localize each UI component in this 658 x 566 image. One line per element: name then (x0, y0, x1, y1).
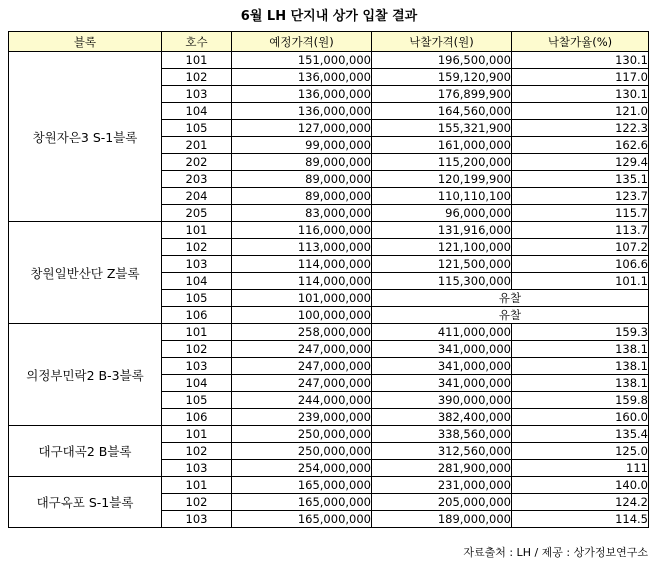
winning-rate-cell: 115.7 (512, 205, 649, 222)
planned-price-cell: 127,000,000 (232, 120, 372, 137)
winning-price-cell: 159,120,900 (372, 69, 512, 86)
winning-price-cell: 176,899,900 (372, 86, 512, 103)
planned-price-cell: 100,000,000 (232, 307, 372, 324)
planned-price-cell: 99,000,000 (232, 137, 372, 154)
unit-cell: 103 (162, 256, 232, 273)
planned-price-cell: 254,000,000 (232, 460, 372, 477)
winning-rate-cell: 122.3 (512, 120, 649, 137)
winning-rate-cell: 135.4 (512, 426, 649, 443)
winning-price-cell: 205,000,000 (372, 494, 512, 511)
winning-price-cell: 96,000,000 (372, 205, 512, 222)
planned-price-cell: 165,000,000 (232, 494, 372, 511)
planned-price-cell: 165,000,000 (232, 477, 372, 494)
winning-price-cell: 281,900,000 (372, 460, 512, 477)
planned-price-cell: 83,000,000 (232, 205, 372, 222)
unit-cell: 201 (162, 137, 232, 154)
planned-price-cell: 89,000,000 (232, 171, 372, 188)
winning-rate-cell: 129.4 (512, 154, 649, 171)
winning-rate-cell: 107.2 (512, 239, 649, 256)
planned-price-cell: 89,000,000 (232, 188, 372, 205)
unit-cell: 103 (162, 358, 232, 375)
winning-price-cell: 341,000,000 (372, 358, 512, 375)
winning-price-cell: 338,560,000 (372, 426, 512, 443)
winning-price-cell: 231,000,000 (372, 477, 512, 494)
unit-cell: 101 (162, 52, 232, 69)
unit-cell: 205 (162, 205, 232, 222)
block-name-cell: 대구대곡2 B블록 (9, 426, 162, 477)
winning-price-cell: 164,560,000 (372, 103, 512, 120)
source-note: 자료출처 : LH / 제공 : 상가정보연구소 (463, 546, 648, 559)
unit-cell: 101 (162, 426, 232, 443)
winning-rate-cell: 124.2 (512, 494, 649, 511)
planned-price-cell: 114,000,000 (232, 273, 372, 290)
winning-price-cell: 341,000,000 (372, 341, 512, 358)
planned-price-cell: 136,000,000 (232, 86, 372, 103)
col-header-block: 블록 (9, 32, 162, 52)
winning-rate-cell: 106.6 (512, 256, 649, 273)
planned-price-cell: 250,000,000 (232, 426, 372, 443)
winning-rate-cell: 159.3 (512, 324, 649, 341)
winning-price-cell: 115,200,000 (372, 154, 512, 171)
winning-rate-cell: 114.5 (512, 511, 649, 528)
unit-cell: 102 (162, 494, 232, 511)
winning-rate-cell: 113.7 (512, 222, 649, 239)
winning-price-cell: 121,500,000 (372, 256, 512, 273)
table-row (9, 222, 649, 239)
winning-rate-cell: 125.0 (512, 443, 649, 460)
planned-price-cell: 250,000,000 (232, 443, 372, 460)
block-name-cell: 의정부민락2 B-3블록 (9, 324, 162, 426)
unit-cell: 202 (162, 154, 232, 171)
planned-price-cell: 165,000,000 (232, 511, 372, 528)
planned-price-cell: 247,000,000 (232, 341, 372, 358)
winning-rate-cell: 101.1 (512, 273, 649, 290)
unit-cell: 102 (162, 69, 232, 86)
winning-rate-cell: 138.1 (512, 341, 649, 358)
winning-price-cell: 120,199,900 (372, 171, 512, 188)
table-header-row (9, 32, 649, 52)
winning-price-cell: 390,000,000 (372, 392, 512, 409)
table-row (9, 324, 649, 341)
winning-price-cell: 189,000,000 (372, 511, 512, 528)
winning-price-cell: 161,000,000 (372, 137, 512, 154)
block-name-cell: 창원자은3 S-1블록 (9, 52, 162, 222)
planned-price-cell: 239,000,000 (232, 409, 372, 426)
unit-cell: 105 (162, 392, 232, 409)
winning-rate-cell: 135.1 (512, 171, 649, 188)
table-row (9, 477, 649, 494)
table-row (9, 52, 649, 69)
winning-rate-cell: 123.7 (512, 188, 649, 205)
unit-cell: 106 (162, 307, 232, 324)
planned-price-cell: 247,000,000 (232, 375, 372, 392)
table-row (9, 426, 649, 443)
bid-results-table (8, 31, 649, 528)
winning-price-cell: 312,560,000 (372, 443, 512, 460)
winning-rate-cell: 111 (512, 460, 649, 477)
planned-price-cell: 136,000,000 (232, 103, 372, 120)
unit-cell: 102 (162, 443, 232, 460)
unit-cell: 204 (162, 188, 232, 205)
planned-price-cell: 244,000,000 (232, 392, 372, 409)
col-header-winning-price: 낙찰가격(원) (372, 32, 512, 52)
planned-price-cell: 114,000,000 (232, 256, 372, 273)
planned-price-cell: 151,000,000 (232, 52, 372, 69)
unit-cell: 101 (162, 222, 232, 239)
unit-cell: 102 (162, 239, 232, 256)
winning-price-cell: 411,000,000 (372, 324, 512, 341)
unit-cell: 104 (162, 273, 232, 290)
planned-price-cell: 247,000,000 (232, 358, 372, 375)
unit-cell: 103 (162, 86, 232, 103)
winning-rate-cell: 162.6 (512, 137, 649, 154)
winning-price-cell: 115,300,000 (372, 273, 512, 290)
planned-price-cell: 101,000,000 (232, 290, 372, 307)
page-title: 6월 LH 단지내 상가 입찰 결과 (240, 9, 418, 24)
winning-rate-cell: 138.1 (512, 375, 649, 392)
unit-cell: 104 (162, 103, 232, 120)
planned-price-cell: 258,000,000 (232, 324, 372, 341)
planned-price-cell: 136,000,000 (232, 69, 372, 86)
winning-rate-cell: 130.1 (512, 86, 649, 103)
col-header-planned-price: 예정가격(원) (232, 32, 372, 52)
unit-cell: 101 (162, 477, 232, 494)
failed-bid-cell: 유찰 (372, 307, 649, 324)
winning-price-cell: 341,000,000 (372, 375, 512, 392)
block-name-cell: 대구옥포 S-1블록 (9, 477, 162, 528)
planned-price-cell: 113,000,000 (232, 239, 372, 256)
failed-bid-cell: 유찰 (372, 290, 649, 307)
winning-price-cell: 196,500,000 (372, 52, 512, 69)
unit-cell: 106 (162, 409, 232, 426)
winning-price-cell: 155,321,900 (372, 120, 512, 137)
unit-cell: 103 (162, 460, 232, 477)
unit-cell: 105 (162, 290, 232, 307)
unit-cell: 101 (162, 324, 232, 341)
winning-price-cell: 110,110,100 (372, 188, 512, 205)
col-header-unit: 호수 (162, 32, 232, 52)
block-name-cell: 창원일반산단 Z블록 (9, 222, 162, 324)
col-header-winning-rate: 낙찰가율(%) (512, 32, 649, 52)
winning-rate-cell: 160.0 (512, 409, 649, 426)
winning-rate-cell: 130.1 (512, 52, 649, 69)
unit-cell: 203 (162, 171, 232, 188)
unit-cell: 102 (162, 341, 232, 358)
winning-price-cell: 382,400,000 (372, 409, 512, 426)
winning-price-cell: 121,100,000 (372, 239, 512, 256)
winning-price-cell: 131,916,000 (372, 222, 512, 239)
winning-rate-cell: 138.1 (512, 358, 649, 375)
unit-cell: 103 (162, 511, 232, 528)
unit-cell: 104 (162, 375, 232, 392)
unit-cell: 105 (162, 120, 232, 137)
winning-rate-cell: 117.0 (512, 69, 649, 86)
planned-price-cell: 116,000,000 (232, 222, 372, 239)
winning-rate-cell: 140.0 (512, 477, 649, 494)
planned-price-cell: 89,000,000 (232, 154, 372, 171)
winning-rate-cell: 121.0 (512, 103, 649, 120)
winning-rate-cell: 159.8 (512, 392, 649, 409)
